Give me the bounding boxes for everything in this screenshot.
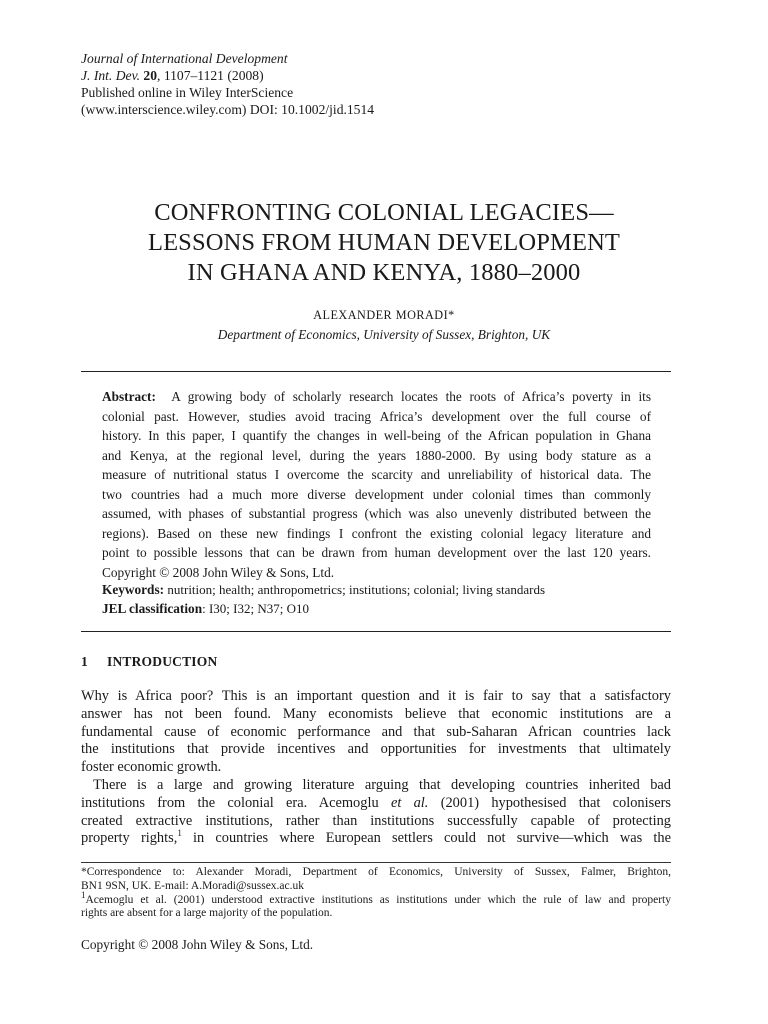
body-line: property rights,$^1$ in countries where European settlers could not survive—which was the [81,828,671,847]
abstract-line: two countries had a much more diverse development under colonial times than commonly [102,486,651,502]
section-number: 1 [81,654,88,669]
keywords-block [102,580,662,618]
section-title: INTRODUCTION [107,654,218,669]
footnote-line: $^1$Acemoglu et al. (2001) understood extractive institutions as institutions under which the rule of law and property [81,889,671,906]
abstract-line: regions). Based on these new findings I confront the existing colonial legacy literature and [102,525,651,541]
journal-header [81,50,374,118]
body-line: fundamental cause of economic performance and that sub-Saharan African countries lack [81,723,671,740]
abstract-line: and Kenya, at the regional level, during the years 1880-2000. By using body stature as a [102,447,651,463]
abstract-line: Abstract: A growing body of scholarly research locates the roots of Africa’s poverty in its [102,389,652,404]
journal-citation [81,67,374,84]
abstract-line: measure of nutritional status I overcome the scarcity and unreliability of historical data. The [102,467,651,482]
section-heading [81,654,217,670]
doi-line: (www.interscience.wiley.com) DOI: 10.1002/jid.1514 [81,102,375,117]
paper-title [60,198,708,288]
footnote-line: *Correspondence to: Alexander Moradi, Department of Economics, University of Sussex, Falmer, Brighton, [81,866,671,878]
footnote-line: rights are absent for a large majority of the population. [81,907,333,920]
body-line: foster economic growth. [81,759,222,776]
abstract [102,387,651,582]
jel-line [102,599,662,618]
abstract-line: history. In this paper, I quantify the changes in well-being of the African population in Ghana [102,428,651,443]
journal-pages: , 1107–1121 (2008) [157,68,264,83]
title-line-3: IN GHANA AND KENYA, 1880–2000 [187,259,581,286]
abstract-bottom-rule [81,631,671,632]
abstract-line: point to possible lessons that can be drawn from human development over the last 120 years. [102,545,651,560]
keywords-value: nutrition; health; anthropometrics; institutions; colonial; living standards [167,582,546,597]
journal-abbrev: J. Int. Dev. [81,68,141,83]
keywords-label: Keywords: [102,582,165,597]
page-copyright: Copyright © 2008 John Wiley & Sons, Ltd. [81,937,314,952]
body-line: Why is Africa poor? This is an important question and it is fair to say that a satisfactory [81,688,671,704]
journal-volume: 20 [143,68,158,83]
title-line-1: CONFRONTING COLONIAL LEGACIES— [154,199,614,226]
body-line: created extractive institutions, rather than institutions successfully capable of protecting [81,812,671,829]
keywords-line [102,580,662,599]
title-line-2: LESSONS FROM HUMAN DEVELOPMENT [147,229,621,256]
body-line: There is a large and growing literature arguing that developing countries inherited bad [93,776,671,793]
body-text [81,688,671,848]
footnotes [81,866,671,921]
footnote-line: BN1 9SN, UK. E-mail: A.Moradi@sussex.ac.uk [81,879,305,892]
abstract-line: assumed, with phases of substantial progress (which was also unevenly distributed between the [102,506,651,521]
footnote-rule [81,862,671,863]
journal-name: Journal of International Development [81,51,288,66]
abstract-copyright: Copyright © 2008 John Wiley & Sons, Ltd. [102,564,335,580]
abstract-label: Abstract: [102,389,156,404]
jel-label: JEL classification [102,601,203,616]
abstract-top-rule [81,371,671,372]
author-affiliation: Department of Economics, University of Sussex, Brighton, UK [217,327,551,342]
jel-value: : I30; I32; N37; O10 [202,601,309,616]
author-name: ALEXANDER MORADI* [313,308,455,322]
body-line: answer has not been found. Many economists believe that economic institutions are a [81,705,671,722]
abstract-line: colonial past. However, studies avoid tracing Africa’s development over the full course of [102,408,651,424]
published-online: Published online in Wiley InterScience [81,85,294,100]
body-line: institutions from the colonial era. Acemoglu et al. (2001) hypothesised that colonisers [81,794,672,811]
body-line: the institutions that provide incentives and opportunities for investments that ultimately [81,741,671,758]
